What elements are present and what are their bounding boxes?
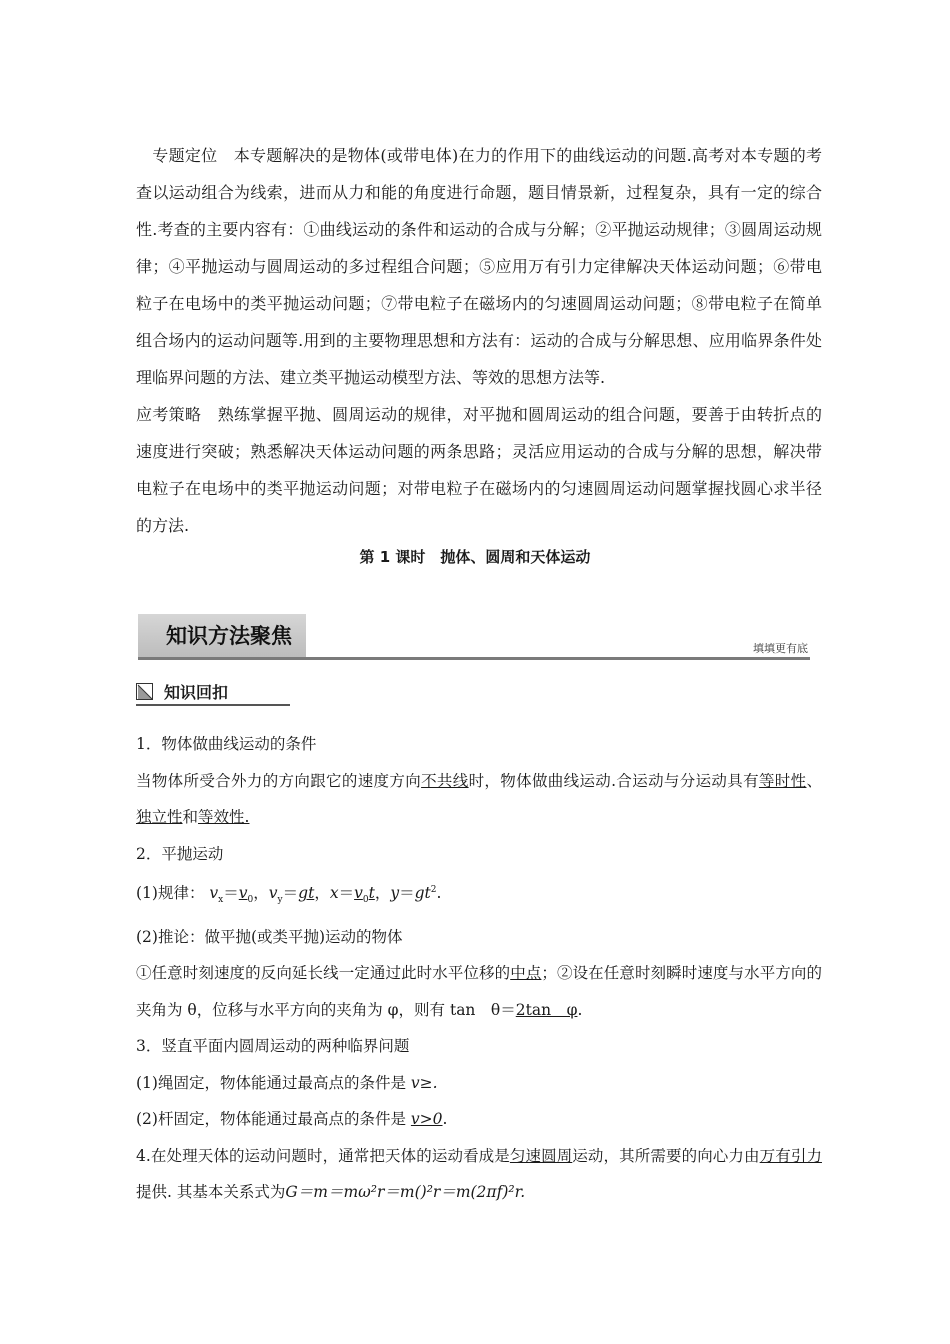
answer-blank: 等时性: [758, 771, 807, 790]
item-3-heading: 3．竖直平面内圆周运动的两种临界问题: [136, 1037, 410, 1056]
section-label: 知识回扣: [164, 683, 229, 702]
knowledge-content: [136, 726, 822, 1211]
item-3-rod: (2)杆固定，物体能通过最高点的条件是 v>0.: [136, 1110, 448, 1129]
answer-blank: 等效性.: [198, 808, 250, 826]
banner-rule: [138, 657, 810, 660]
answer-blank: 匀速圆周: [509, 1146, 573, 1165]
knowledge-review-heading: [136, 680, 290, 708]
topic-positioning-paragraph: [136, 137, 822, 396]
section-banner: [138, 614, 810, 660]
topic-intro: [136, 137, 822, 544]
item-2-inference: (2)推论：做平抛(或类平抛)运动的物体: [136, 927, 403, 946]
answer-blank: 2tan φ: [515, 1000, 578, 1019]
banner-note: 填填更有底: [753, 642, 808, 655]
corner-triangle-icon: [136, 683, 153, 700]
projectile-formulas: $v_x=v_0$，$v_y=gt$，$x=v_0t$，$y=gt^2$.: [209, 884, 442, 906]
answer-blank: 万有引力: [759, 1146, 822, 1165]
item-4-text: 4.在处理天体的运动问题时，通常把天体的运动看成是匀速圆周运动，其所需要的向心力由万有引力提供. 其基本关系式为G＝m＝mω²r＝m()²r＝m(2πf)²r.: [136, 1146, 822, 1202]
answer-blank: 中点: [510, 964, 542, 983]
rope-condition: v≥.: [410, 1073, 438, 1092]
topic-positioning-text: 本专题解决的是物体(或带电体)在力的作用下的曲线运动的问题.高考对本专题的考查以运动组合为线索，进而从力和能的角度进行命题，题目情景新，过程复杂，具有一定的综合性.考查的主要内容有：①曲线运动的条件和运动的合成与分解；②平抛运动规律；③圆周运动规律；④平抛运动与圆周运动的多过程组合问题；⑤应用万有引力定律解决天体运动问题；⑥带电粒子在电场中的类平抛运动问题；⑦带电粒子在磁场内的匀速圆周运动问题；⑧带电粒子在简单组合场内的运动问题等.用到的主要物理思想和方法有：运动的合成与分解思想、应用临界条件处理临界问题的方法、建立类平抛运动模型方法、等效的思想方法等.: [136, 146, 822, 387]
answer-blank: 独立性: [136, 808, 183, 826]
exam-strategy-label: 应考策略: [136, 405, 202, 424]
lesson-title: 第 1 课时 抛体、圆周和天体运动: [359, 548, 591, 566]
item-2-heading: 2．平抛运动: [136, 844, 224, 863]
item-3-rope: (1)绳固定，物体能通过最高点的条件是 v≥.: [136, 1073, 438, 1092]
answer-blank: 不共线: [421, 771, 469, 790]
item-1-heading: 1．物体做曲线运动的条件: [136, 735, 317, 753]
answer-blank: v>0: [410, 1110, 443, 1129]
topic-positioning-label: 专题定位: [152, 146, 218, 165]
item-2-inference-detail: ①任意时刻速度的反向延长线一定通过此时水平位移的中点；②设在任意时刻瞬时速度与水平方向的夹角为 θ，位移与水平方向的夹角为 φ，则有 tan θ＝2tan φ.: [136, 964, 822, 1019]
exam-strategy-paragraph: [136, 396, 822, 544]
gravitation-formula: G＝m＝mω²r＝m()²r＝m(2πf)²r.: [285, 1183, 526, 1202]
section-underline: [136, 704, 290, 706]
item-1-text: 当物体所受合外力的方向跟它的速度方向不共线时，物体做曲线运动.合运动与分运动具有等时性、独立性和等效性.: [136, 771, 822, 826]
banner-title: 知识方法聚焦: [166, 624, 292, 648]
exam-strategy-text: 熟练掌握平抛、圆周运动的规律，对平抛和圆周运动的组合问题，要善于由转折点的速度进行突破；熟悉解决天体运动问题的两条思路；灵活应用运动的合成与分解的思想，解决带电粒子在电场中的类平抛运动问题；对带电粒子在磁场内的匀速圆周运动问题掌握找圆心求半径的方法.: [136, 405, 822, 535]
item-2-rules: (1)规律： $v_x=v_0$，$v_y=gt$，$x=v_0t$，$y=gt^2$.: [136, 884, 442, 906]
